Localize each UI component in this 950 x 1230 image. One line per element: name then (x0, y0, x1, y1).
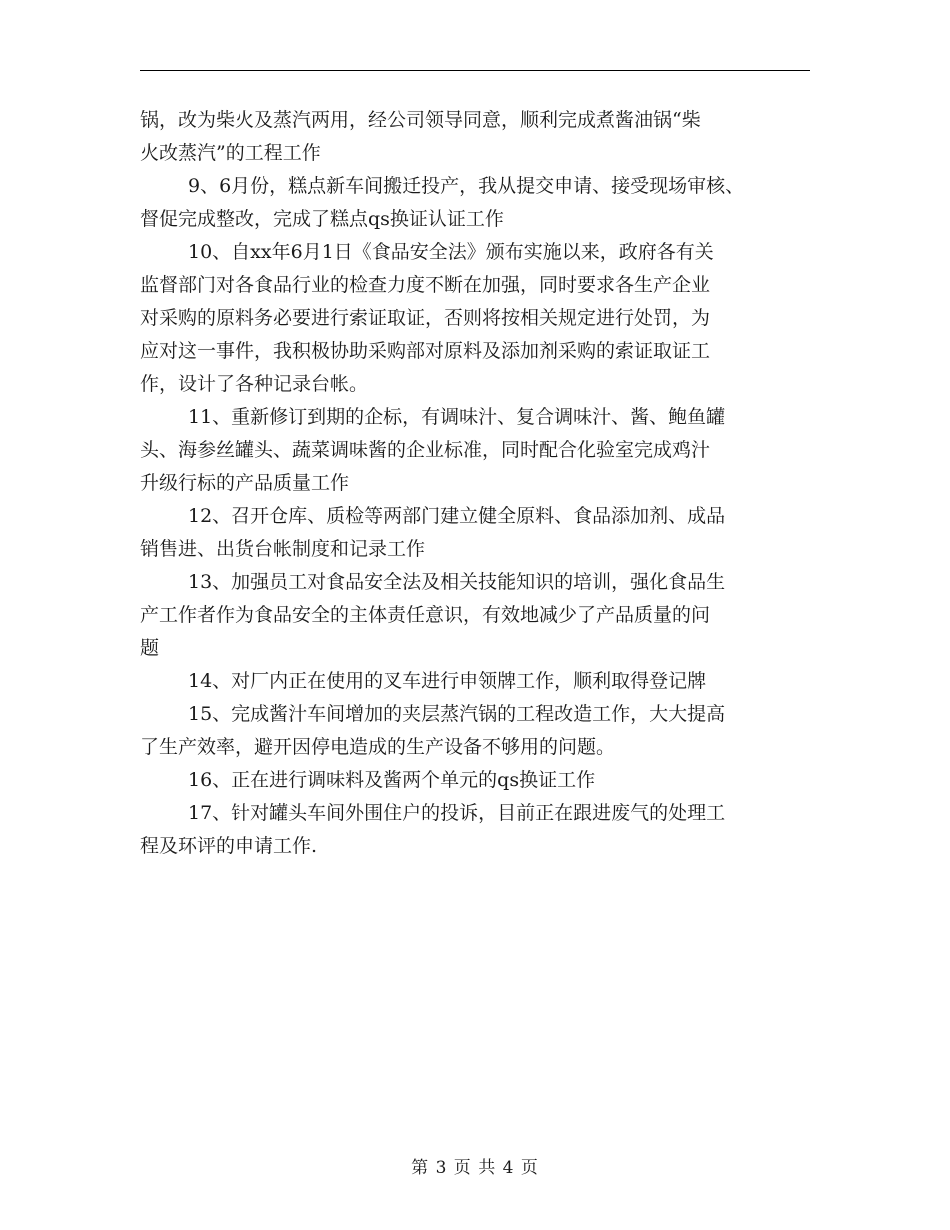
text-line: 题 (140, 637, 160, 659)
text-line: 14、对厂内正在使用的叉车进行申领牌工作，顺利取得登记牌 (188, 670, 707, 692)
text-line: 13、加强员工对食品安全法及相关技能知识的培训，强化食品生 (188, 571, 726, 593)
header-rule (140, 70, 810, 71)
text-line: 9、6月份，糕点新车间搬迁投产，我从提交申请、接受现场审核、 (188, 175, 745, 197)
text-line: 12、召开仓库、质检等两部门建立健全原料、食品添加剂、成品 (188, 505, 726, 527)
text-line: 了生产效率，避开因停电造成的生产设备不够用的问题。 (140, 736, 616, 758)
text-line: 应对这一事件，我积极协助采购部对原料及添加剂采购的索证取证工 (140, 340, 711, 362)
text-line: 程及环评的申请工作. (140, 835, 318, 857)
text-line: 锅，改为柴火及蒸汽两用，经公司领导同意，顺利完成煮酱油锅“柴 (140, 109, 701, 131)
document-body (140, 104, 810, 863)
text-line: 销售进、出货台帐制度和记录工作 (140, 538, 426, 560)
text-line: 15、完成酱汁车间增加的夹层蒸汽锅的工程改造工作，大大提高 (188, 703, 726, 725)
text-line: 作，设计了各种记录台帐。 (140, 373, 369, 395)
text-line: 火改蒸汽”的工程工作 (140, 142, 321, 164)
text-line: 督促完成整改，完成了糕点qs换证认证工作 (140, 208, 504, 230)
text-line: 升级行标的产品质量工作 (140, 472, 350, 494)
text-line: 监督部门对各食品行业的检查力度不断在加强，同时要求各生产企业 (140, 274, 711, 296)
text-line: 17、针对罐头车间外围住户的投诉，目前正在跟进废气的处理工 (188, 802, 726, 824)
page-number-footer: 第 3 页 共 4 页 (411, 1158, 539, 1178)
text-line: 11、重新修订到期的企标，有调味汁、复合调味汁、酱、鲍鱼罐 (188, 406, 726, 428)
text-line: 16、正在进行调味料及酱两个单元的qs换证工作 (188, 769, 596, 791)
text-line: 头、海参丝罐头、蔬菜调味酱的企业标准，同时配合化验室完成鸡汁 (140, 439, 711, 461)
text-line: 10、自xx年6月1日《食品安全法》颁布实施以来，政府各有关 (188, 241, 714, 263)
text-line: 产工作者作为食品安全的主体责任意识，有效地减少了产品质量的问 (140, 604, 711, 626)
text-line: 对采购的原料务必要进行索证取证，否则将按相关规定进行处罚，为 (140, 307, 711, 329)
